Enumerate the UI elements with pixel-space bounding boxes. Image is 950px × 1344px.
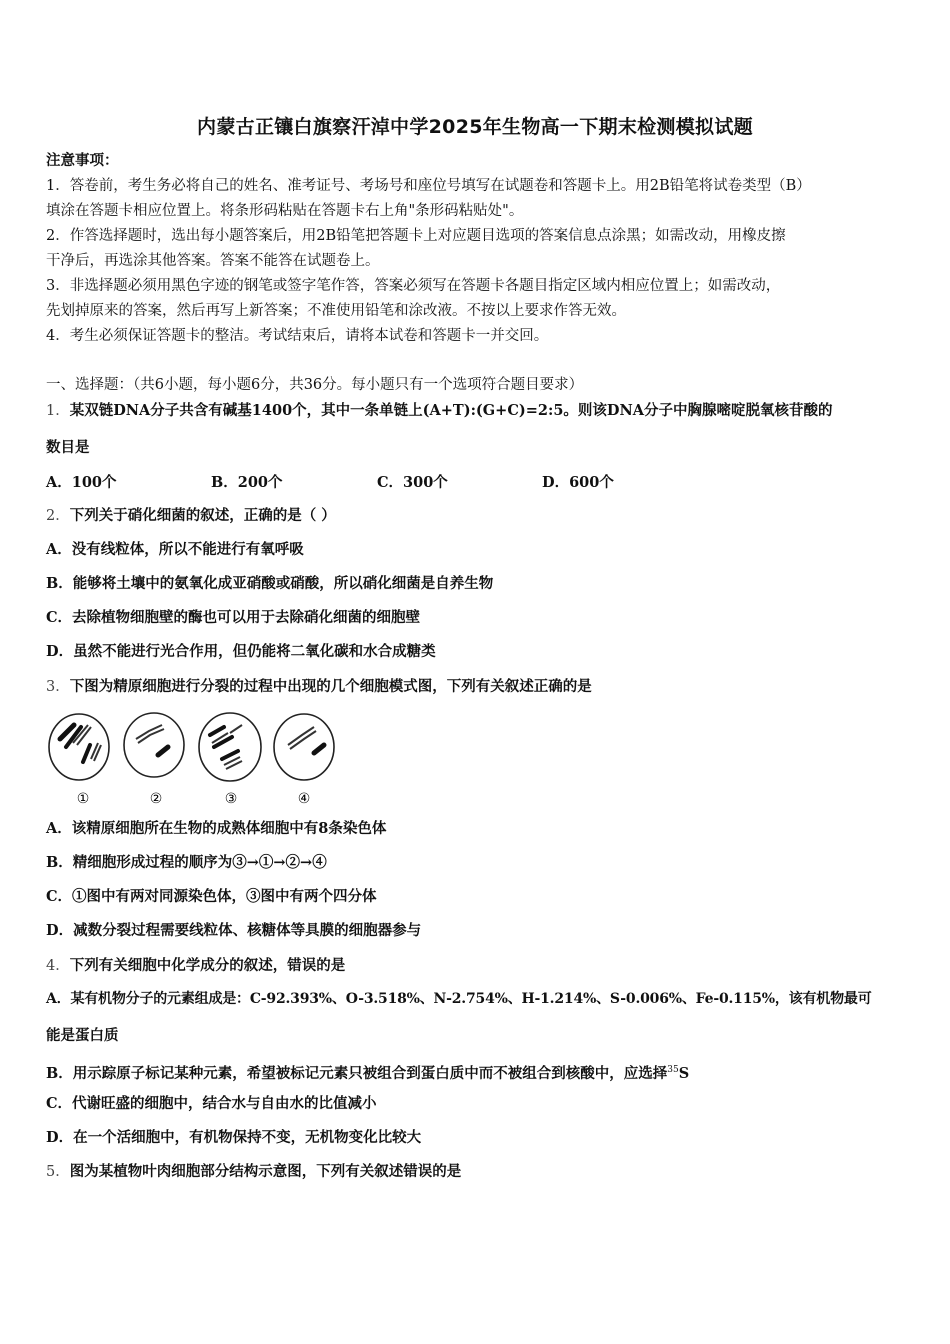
figure-label: ② [149, 791, 163, 807]
cell-2 [124, 713, 184, 777]
notice-line: 干净后，再选涂其他答案。答案不能答在试题卷上。 [46, 253, 380, 269]
option-a[interactable]: A．没有线粒体，所以不能进行有氧呼吸 [46, 541, 304, 558]
option-a[interactable]: A．100个 [46, 474, 117, 491]
question-number: 2． [46, 508, 70, 524]
option-c[interactable]: C．①图中有两对同源染色体，③图中有两个四分体 [46, 888, 377, 905]
option-b[interactable]: B．200个 [211, 474, 283, 491]
option-c[interactable]: C．代谢旺盛的细胞中，结合水与自由水的比值减小 [46, 1095, 377, 1112]
question-text: 某双链DNA分子共含有碱基1400个，其中一条单链上(A+T):(G+C)=2:5。则该DNA分子中胸腺嘧啶脱氧核苷酸的 [69, 402, 833, 419]
notice-heading: 注意事项： [46, 152, 119, 169]
isotope-superscript: 35 [667, 1065, 679, 1075]
cell-3 [199, 713, 261, 781]
notice-line: 2．作答选择题时，选出每小题答案后，用2B铅笔把答题卡上对应题目选项的答案信息点涂黑；如需改动，用橡皮擦 [46, 228, 786, 244]
question-3 [46, 677, 912, 697]
question-text: 下图为精原细胞进行分裂的过程中出现的几个细胞模式图，下列有关叙述正确的是 [69, 678, 592, 695]
notice-line: 1．答卷前，考生务必将自己的姓名、准考证号、考场号和座位号填写在试题卷和答题卡上。用2B铅笔将试卷类型（B） [46, 178, 811, 194]
notice-line: 3．非选择题必须用黑色字迹的钢笔或签字笔作答，答案必须写在答题卡各题目指定区域内相应位置上；如需改动， [46, 278, 781, 294]
notice-line: 先划掉原来的答案，然后再写上新答案；不准使用铅笔和涂改液。不按以上要求作答无效。 [46, 303, 626, 319]
option-d[interactable]: D．在一个活细胞中，有机物保持不变，无机物变化比较大 [46, 1129, 422, 1146]
question-text: 图为某植物叶肉细胞部分结构示意图，下列有关叙述错误的是 [69, 1163, 462, 1180]
question-2 [46, 506, 912, 526]
cell-division-figure [46, 707, 346, 809]
question-text: 下列关于硝化细菌的叙述，正确的是（ ） [69, 507, 336, 524]
option-d[interactable]: D．减数分裂过程需要线粒体、核糖体等具膜的细胞器参与 [46, 922, 422, 939]
page-title: 内蒙古正镶白旗察汗淖中学2025年生物高一下期末检测模拟试题 [197, 116, 753, 138]
question-number: 5． [46, 1164, 70, 1180]
question-text: 下列有关细胞中化学成分的叙述，错误的是 [69, 957, 346, 974]
section-heading: 一、选择题：（共6小题，每小题6分，共36分。每小题只有一个选项符合题目要求） [46, 377, 584, 393]
option-c[interactable]: C．去除植物细胞壁的酶也可以用于去除硝化细菌的细胞壁 [46, 609, 421, 626]
cell-4 [274, 714, 334, 780]
question-1 [46, 401, 912, 421]
option-d[interactable]: D．虽然不能进行光合作用，但仍能将二氧化碳和水合成糖类 [46, 643, 436, 660]
option-d[interactable]: D．600个 [542, 474, 614, 491]
figure-label: ④ [297, 791, 311, 807]
figure-label: ① [76, 791, 90, 807]
notice-line: 4．考生必须保证答题卡的整洁。考试结束后，请将本试卷和答题卡一并交回。 [46, 328, 549, 344]
figure-label: ③ [224, 791, 238, 807]
notice-line: 填涂在答题卡相应位置上。将条形码粘贴在答题卡右上角"条形码粘贴处"。 [46, 203, 524, 219]
question-4 [46, 956, 912, 976]
option-a[interactable]: A．该精原细胞所在生物的成熟体细胞中有8条染色体 [46, 820, 387, 837]
question-number: 1． [46, 403, 70, 419]
q1-options [46, 471, 912, 493]
option-b[interactable]: B．精细胞形成过程的顺序为③→①→②→④ [46, 854, 327, 871]
isotope-symbol: S [678, 1064, 690, 1082]
question-1-cont: 数目是 [46, 439, 90, 456]
question-number: 3． [46, 679, 70, 695]
option-b[interactable]: B．能够将土壤中的氨氧化成亚硝酸或硝酸，所以硝化细菌是自养生物 [46, 575, 494, 592]
question-5 [46, 1162, 912, 1182]
option-b-text: B．用示踪原子标记某种元素，希望被标记元素只被组合到蛋白质中而不被组合到核酸中，应选择 [46, 1064, 668, 1082]
question-number: 4． [46, 958, 70, 974]
option-a-cont: 能是蛋白质 [46, 1027, 119, 1044]
option-b[interactable] [46, 1060, 912, 1084]
option-c[interactable]: C．300个 [377, 474, 448, 491]
option-a[interactable]: A．某有机物分子的元素组成是：C-92.393%、O-3.518%、N-2.754%、H-1.214%、S-0.006%、Fe-0.115%，该有机物最可 [46, 991, 872, 1007]
cell-1 [49, 714, 109, 780]
